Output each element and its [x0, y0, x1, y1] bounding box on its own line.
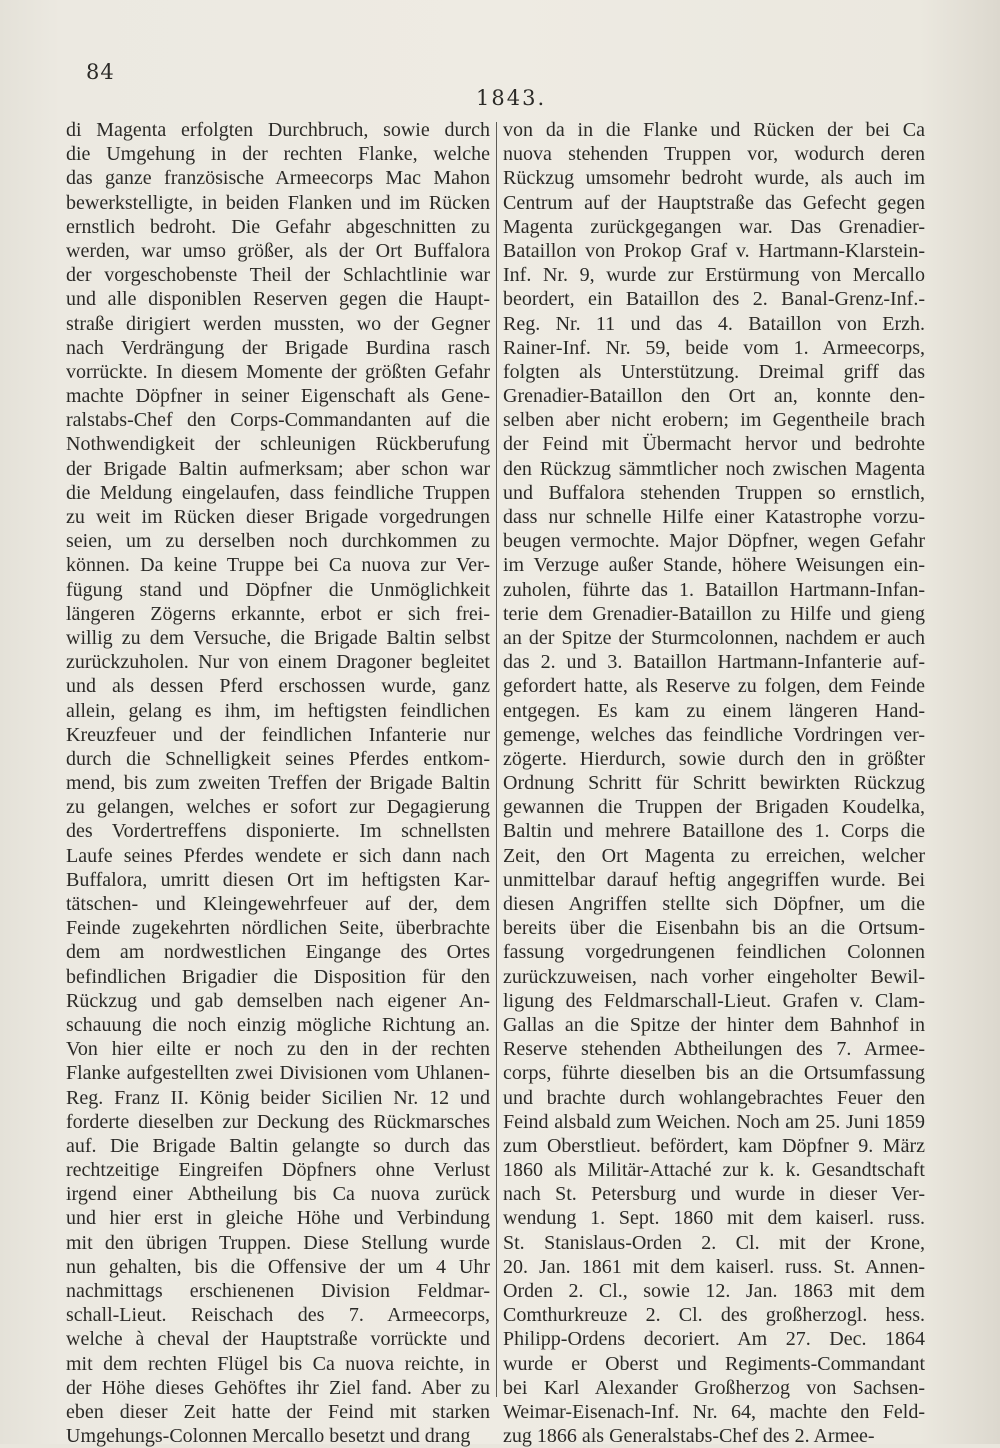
text-line: der Höhe dieses Gehöftes ihr Ziel fand. Aber zu — [66, 1376, 490, 1399]
text-line: Kreuzfeuer und der feindlichen Infanterie nur — [66, 723, 490, 746]
text-line: beugen vermochte. Major Döpfner, wegen Gefahr — [503, 530, 925, 553]
text-line: gemenge, welches das feindliche Vordringen ver- — [503, 723, 925, 746]
text-line: Feinde zugekehrten nördlichen Seite, überbrachte — [66, 917, 490, 940]
text-line: ernstlich bedroht. Die Gefahr abgeschnitten zu — [66, 215, 490, 238]
text-line: Rainer-Inf. Nr. 59, beide vom 1. Armeecorps, — [503, 336, 925, 359]
text-line: zum Oberstlieut. befördert, kam Döpfner 9. März — [503, 1134, 925, 1157]
text-line: Bataillon von Prokop Graf v. Hartmann-Klarstein- — [503, 239, 925, 262]
text-line: zu weit im Rücken dieser Brigade vorgedrungen — [66, 506, 490, 528]
text-line: St. Stanislaus-Orden 2. Cl. mit der Krone, — [503, 1231, 925, 1254]
text-line: Feind alsbald zum Weichen. Noch am 25. Juni 1859 — [503, 1110, 925, 1133]
text-line: und Buffalora stehenden Truppen so ernstlich, — [503, 481, 925, 504]
running-header-year: 1843. — [476, 86, 547, 110]
text-line: 1860 als Militär-Attaché zur k. k. Gesandtschaft — [503, 1159, 925, 1182]
text-line: gewannen die Truppen der Brigaden Koudelka, — [503, 796, 925, 819]
text-line: fassung vorgedrungenen feindlichen Colonnen — [503, 941, 925, 964]
left-text-column — [66, 118, 490, 1448]
text-line: Reserve stehenden Abtheilungen des 7. Armee- — [503, 1038, 925, 1061]
text-line: können. Da keine Truppe bei Ca nuova zur Ver- — [66, 554, 490, 577]
text-line: schall-Lieut. Reischach des 7. Armeecorps, — [66, 1304, 490, 1327]
text-line: der Feind mit Übermacht hervor und bedrohte — [503, 433, 925, 456]
text-line: folgten als Unterstützung. Dreimal griff das — [503, 360, 925, 383]
text-line: 20. Jan. 1861 mit dem kaiserl. russ. St. Annen- — [503, 1255, 925, 1278]
text-line: Laufe seines Pferdes wendete er sich dann nach — [66, 844, 490, 867]
text-line: und hier erst in gleiche Höhe und Verbindung — [66, 1207, 490, 1230]
text-line: Philipp-Ordens decoriert. Am 27. Dec. 1864 — [503, 1328, 925, 1351]
text-line: seien, um zu derselben noch durchkommen zu — [66, 530, 490, 553]
text-line: nuova stehenden Truppen vor, wodurch deren — [503, 143, 925, 166]
right-text-column — [503, 118, 925, 1448]
text-line: an der Spitze der Sturmcolonnen, nachdem er auch — [503, 626, 925, 649]
text-line: unmittelbar darauf heftig angegriffen wurde. Bei — [503, 868, 925, 891]
text-line: schauung die noch einzig mögliche Richtung an. — [66, 1013, 490, 1036]
text-line: willig zu dem Versuche, die Brigade Baltin selbst — [66, 626, 490, 649]
text-line: Umgehungs-Colonnen Mercallo besetzt und drang — [66, 1425, 471, 1448]
text-line: Gallas an die Spitze der hinter dem Bahnhof in — [503, 1013, 925, 1036]
text-line: ligung des Feldmarschall-Lieut. Grafen v. Clam- — [503, 989, 925, 1012]
text-line: der Brigade Baltin aufmerksam; aber schon war — [66, 457, 490, 480]
text-line: Inf. Nr. 9, wurde zur Erstürmung von Mercallo — [503, 264, 925, 287]
text-line: zögerte. Hierdurch, sowie durch den in größter — [503, 747, 925, 770]
text-line: zu gelangen, welches er sofort zur Degagierung — [66, 796, 490, 819]
text-line: straße dirigiert werden mussten, wo der Gegner — [66, 312, 490, 335]
text-line: bereits über die Eisenbahn bis an die Ortsum- — [503, 917, 925, 940]
text-line: wurde er Oberst und Regiments-Commandant — [503, 1352, 925, 1375]
text-line: allein, gelang es ihm, im heftigsten feindlichen — [66, 699, 490, 722]
text-line: zurückzuweisen, nach vorher eingeholter Bewil- — [503, 965, 925, 988]
text-line: nachmittags erschienenen Division Feldmar- — [66, 1280, 490, 1302]
text-line: Flanke aufgestellten zwei Divisionen vom Uhlanen- — [66, 1062, 490, 1085]
text-line: Comthurkreuze 2. Cl. des großherzogl. hess. — [503, 1304, 925, 1327]
text-line: das 2. und 3. Bataillon Hartmann-Infanterie auf- — [503, 651, 925, 674]
text-line: nach Verdrängung der Brigade Burdina rasch — [66, 336, 490, 359]
text-line: die Umgehung in der rechten Flanke, welche — [66, 143, 490, 166]
text-line: zurückzuholen. Nur von einem Dragoner begleitet — [66, 651, 490, 674]
text-line: Weimar-Eisenach-Inf. Nr. 64, machte den Feld- — [503, 1400, 925, 1423]
text-line: mend, bis zum zweiten Treffen der Brigade Baltin — [66, 772, 490, 795]
text-line: entgegen. Es kam zu einem längeren Hand- — [503, 699, 925, 722]
text-line: Rückzug und gab demselben nach eigener An- — [66, 989, 490, 1012]
text-line: Magenta zurückgegangen war. Das Grenadier- — [503, 215, 925, 238]
text-line: von da in die Flanke und Rücken der bei Ca — [503, 119, 925, 141]
text-line: eben dieser Zeit hatte der Feind mit starken — [66, 1400, 490, 1423]
text-line: welche à cheval der Hauptstraße vorrückte und — [66, 1328, 490, 1351]
text-line: Reg. Franz II. König beider Sicilien Nr. 12 und — [66, 1086, 490, 1109]
text-line: durch die Schnelligkeit seines Pferdes entkom- — [66, 747, 490, 770]
column-divider — [496, 122, 497, 1397]
text-line: di Magenta erfolgten Durchbruch, sowie durch — [66, 119, 490, 141]
text-line: Baltin und mehrere Bataillone des 1. Corps die — [503, 820, 925, 843]
text-line: im Verzuge außer Stande, höhere Weisungen ein- — [503, 554, 925, 577]
text-line: dem am nordwestlichen Eingange des Ortes — [66, 941, 490, 964]
text-line: zug 1866 als Generalstabs-Chef des 2. Armee- — [503, 1425, 875, 1448]
text-line: terie dem Grenadier-Bataillon zu Hilfe und gieng — [503, 602, 925, 625]
text-line: vorrückte. In diesem Momente der größten Gefahr — [66, 360, 490, 383]
text-line: mit dem rechten Flügel bis Ca nuova reichte, in — [66, 1352, 490, 1375]
text-line: des Vordertreffens disponierte. Im schnellsten — [66, 820, 490, 843]
text-line: rechtzeitige Eingreifen Döpfners ohne Verlust — [66, 1159, 490, 1182]
text-line: und als dessen Pferd erschossen wurde, ganz — [66, 675, 490, 698]
page-number: 84 — [86, 60, 115, 84]
text-line: Zeit, den Ort Magenta zu erreichen, welcher — [503, 844, 925, 867]
text-line: irgend einer Abtheilung bis Ca nuova zurück — [66, 1183, 490, 1206]
text-line: beordert, ein Bataillon des 2. Banal-Grenz-Inf.- — [503, 288, 925, 311]
text-line: Reg. Nr. 11 und das 4. Bataillon von Erzh. — [503, 312, 925, 335]
text-line: auf. Die Brigade Baltin gelangte so durch das — [66, 1134, 490, 1157]
text-line: gefordert hatte, als Reserve zu folgen, dem Feinde — [503, 675, 925, 698]
text-line: tätschen- und Kleingewehrfeuer auf der, dem — [66, 893, 490, 915]
text-line: fügung stand und Döpfner die Unmöglichkeit — [66, 578, 490, 601]
text-line: machte Döpfner in seiner Eigenschaft als Gene- — [66, 385, 490, 408]
text-line: und alle disponiblen Reserven gegen die Haupt- — [66, 288, 490, 311]
text-line: werden, war umso größer, als der Ort Buffalora — [66, 239, 490, 262]
text-line: Nothwendigkeit der schleunigen Rückberufung — [66, 433, 490, 456]
text-line: befindlichen Brigadier die Disposition für den — [66, 965, 490, 988]
text-line: Von hier eilte er noch zu den in der rechten — [66, 1038, 490, 1061]
text-line: ralstabs-Chef den Corps-Commandanten auf die — [66, 409, 490, 432]
text-line: der vorgeschobenste Theil der Schlachtlinie war — [66, 264, 490, 287]
text-line: nach St. Petersburg und wurde in dieser Ver- — [503, 1183, 925, 1206]
text-line: nun gehalten, bis die Offensive der um 4 Uhr — [66, 1255, 490, 1278]
text-line: Buffalora, umritt diesen Ort im heftigsten Kar- — [66, 868, 490, 891]
text-line: diesen Angriffen stellte sich Döpfner, um die — [503, 893, 925, 915]
text-line: mit den übrigen Truppen. Diese Stellung wurde — [66, 1231, 490, 1254]
text-line: Ordnung Schritt für Schritt bewirkten Rückzug — [503, 772, 925, 795]
text-line: längeren Zögerns erkannte, erbot er sich frei- — [66, 602, 490, 625]
text-line: wendung 1. Sept. 1860 mit dem kaiserl. russ. — [503, 1207, 925, 1230]
text-line: bewerkstelligte, in beiden Flanken und im Rücken — [66, 191, 490, 214]
text-line: und brachte durch wohlangebrachtes Feuer den — [503, 1086, 925, 1109]
text-line: die Meldung eingelaufen, dass feindliche Truppen — [66, 481, 490, 504]
text-line: dass nur schnelle Hilfe einer Katastrophe vorzu- — [503, 506, 925, 528]
text-line: Orden 2. Cl., sowie 12. Jan. 1863 mit dem — [503, 1280, 925, 1302]
text-line: selben aber nicht erobern; im Gegentheile brach — [503, 409, 925, 432]
text-line: bei Karl Alexander Großherzog von Sachsen- — [503, 1376, 925, 1399]
text-line: Centrum auf der Hauptstraße das Gefecht gegen — [503, 191, 925, 214]
text-line: corps, führte dieselben bis an die Ortsumfassung — [503, 1062, 925, 1085]
text-line: den Rückzug sämmtlicher noch zwischen Magenta — [503, 457, 925, 480]
text-line: forderte dieselben zur Deckung des Rückmarsches — [66, 1110, 490, 1133]
text-line: Rückzug umsomehr bedroht wurde, als auch im — [503, 167, 925, 190]
text-line: zuholen, führte das 1. Bataillon Hartmann-Infan- — [503, 578, 925, 601]
text-line: Grenadier-Bataillon den Ort an, konnte den- — [503, 385, 925, 408]
text-line: das ganze französische Armeecorps Mac Mahon — [66, 167, 490, 190]
